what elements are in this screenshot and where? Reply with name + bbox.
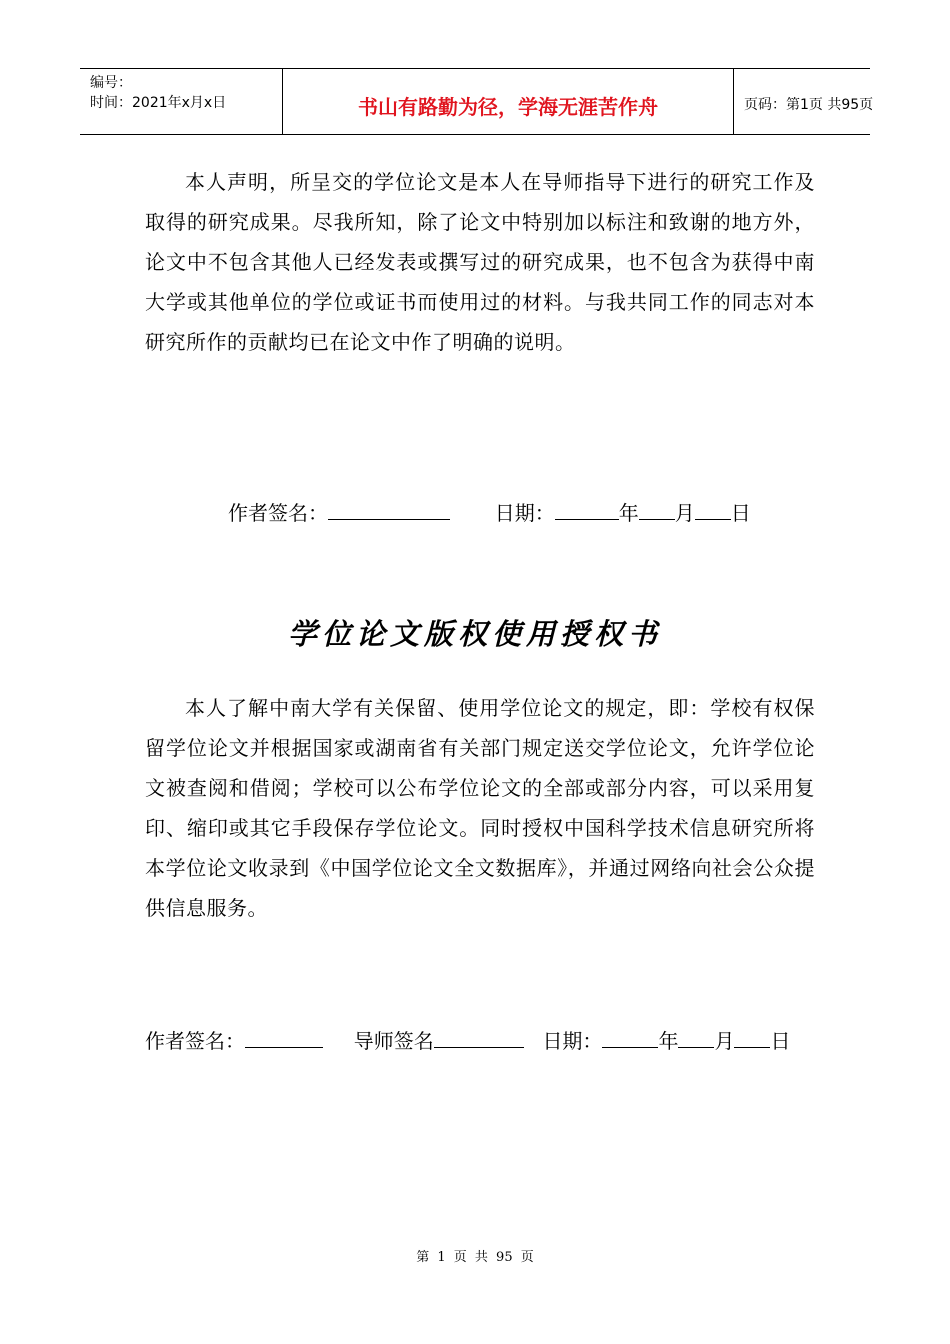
day-blank — [734, 1027, 770, 1048]
month-blank — [639, 499, 675, 520]
month-label: 月 — [714, 1029, 735, 1053]
page-header — [80, 68, 874, 135]
advisor-signature-label: 导师签名 — [353, 1029, 434, 1053]
author-signature-label: 作者签名： — [228, 501, 328, 525]
day-label: 日 — [730, 501, 751, 525]
page-footer: 第 1 页 共 95 页 — [416, 1250, 534, 1265]
header-right-cell — [734, 69, 874, 134]
year-blank — [602, 1027, 658, 1048]
year-blank — [555, 499, 619, 520]
header-slogan: 书山有路勤为径，学海无涯苦作舟 — [358, 95, 658, 119]
year-label: 年 — [618, 501, 639, 525]
declaration-paragraph: 本人声明，所呈交的学位论文是本人在导师指导下进行的研究工作及取得的研究成果。尽我所知，除了论文中特别加以标注和致谢的地方外，论文中不包含其他人已经发表或撰写过的研究成果，也不包含为获得中南大学或其他单位的学位或证书而使用过的材料。与我共同工作的同志对本研究所作的贡献均已在论文中作了明确的说明。 — [145, 170, 815, 354]
declaration-signature-line — [228, 497, 751, 526]
document-number-label: 编号： — [90, 75, 132, 91]
month-blank — [678, 1027, 714, 1048]
author-signature-blank — [245, 1027, 323, 1048]
header-left-cell — [80, 69, 282, 134]
day-blank — [695, 499, 731, 520]
authorization-title: 学位论文版权使用授权书 — [287, 617, 662, 651]
author-signature-label: 作者签名： — [145, 1029, 245, 1053]
month-label: 月 — [674, 501, 695, 525]
advisor-signature-blank — [434, 1027, 524, 1048]
authorization-paragraph: 本人了解中南大学有关保留、使用学位论文的规定，即：学校有权保留学位论文并根据国家或湖南省有关部门规定送交学位论文，允许学位论文被查阅和借阅；学校可以公布学位论文的全部或部分内容，可以采用复印、缩印或其它手段保存学位论文。同时授权中国科学技术信息研究所将本学位论文收录到《中国学位论文全文数据库》，并通过网络向社会公众提供信息服务。 — [145, 696, 815, 920]
header-middle-cell — [282, 69, 734, 134]
header-page-info: 页码：第1页 共95页 — [744, 97, 874, 113]
year-label: 年 — [658, 1029, 679, 1053]
date-label: 日期： — [494, 501, 555, 525]
author-signature-blank — [328, 499, 450, 520]
date-label: 日期： — [542, 1029, 603, 1053]
day-label: 日 — [770, 1029, 791, 1053]
document-time-label: 时间：2021年x月x日 — [90, 95, 227, 111]
authorization-signature-line — [145, 1025, 790, 1054]
